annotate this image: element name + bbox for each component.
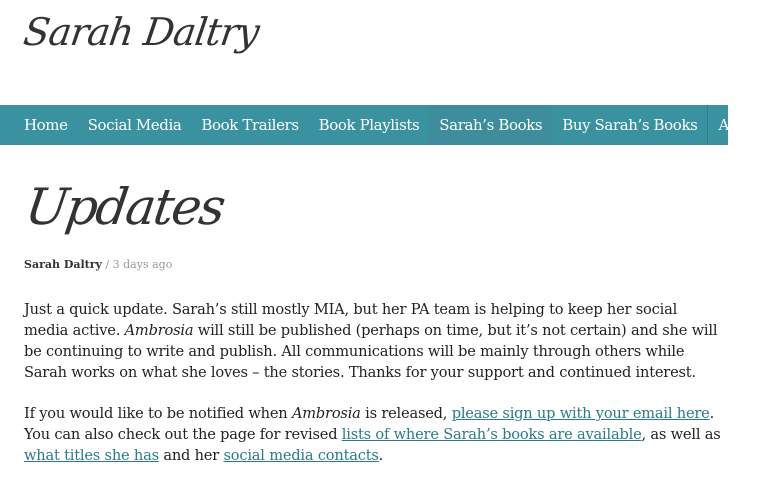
signup-link[interactable]: please sign up with your email here <box>451 405 710 422</box>
post-meta <box>24 258 172 271</box>
text: will still be published (perhaps on time, but it’s not certain) and she will be continuing to write and publish. All communications will be mainly through others while Sarah works on what she loves – the stories. Thanks for your support and continued interest. <box>24 322 718 381</box>
book-title: Ambrosia <box>291 405 361 422</box>
site-title[interactable]: Sarah Daltry <box>20 10 262 54</box>
titles-link[interactable]: what titles she has <box>24 447 159 464</box>
meta-separator: / <box>101 258 113 271</box>
social-media-contacts-link[interactable]: social media contacts <box>223 447 379 464</box>
post-date: 3 days ago <box>112 258 173 271</box>
text: is released, <box>360 405 452 422</box>
nav-sarahs-books[interactable]: Sarah’s Books <box>429 105 552 145</box>
book-title: Ambrosia <box>124 322 194 339</box>
post-title: Updates <box>21 178 228 236</box>
book-availability-link[interactable]: lists of where Sarah’s books are available <box>341 426 642 443</box>
post-author[interactable]: Sarah Daltry <box>24 258 102 271</box>
nav-buy-sarahs-books[interactable]: Buy Sarah’s Books <box>562 116 698 134</box>
text: , as well as <box>641 426 721 443</box>
post-paragraph-2 <box>24 403 724 466</box>
nav-book-playlists[interactable]: Book Playlists <box>318 116 420 134</box>
nav-home[interactable]: Home <box>24 116 68 134</box>
text: and her <box>158 447 224 464</box>
text: . <box>378 447 384 464</box>
nav-about[interactable]: About <box>707 105 771 145</box>
text: . You can also check out the page for revised <box>24 405 715 443</box>
text: If you would like to be notified when <box>24 405 292 422</box>
post-paragraph-1 <box>24 299 724 383</box>
nav-book-trailers[interactable]: Book Trailers <box>201 116 299 134</box>
nav-social-media[interactable]: Social Media <box>87 116 182 134</box>
text: Just a quick update. Sarah’s still mostly MIA, but her PA team is helping to keep her social media active. <box>24 301 678 339</box>
main-nav <box>0 105 762 145</box>
